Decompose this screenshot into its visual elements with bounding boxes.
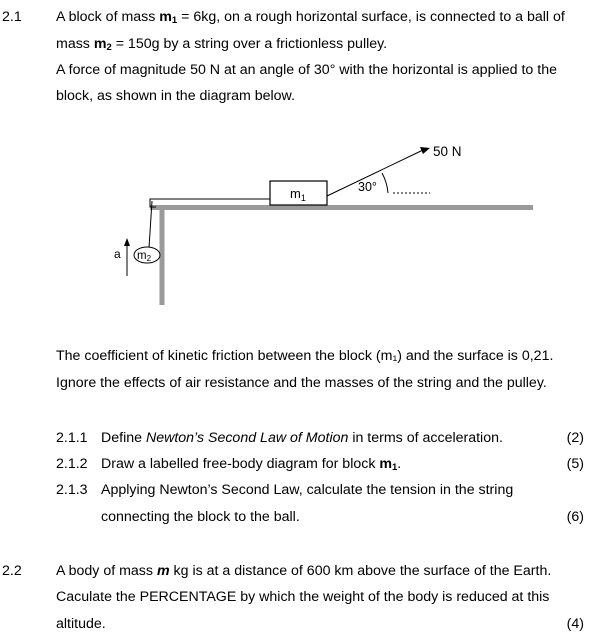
question-number: 2.2 [2, 563, 22, 579]
acceleration-label: a [114, 247, 121, 261]
question-text-line: altitude. [56, 616, 106, 632]
force-arrowhead [420, 147, 430, 154]
mass-symbol: $m_2$ [93, 36, 112, 53]
question-text-line: block, as shown in the diagram below. [56, 88, 295, 104]
friction-text-line: Ignore the effects of air resistance and the masses of the string and the pulley. [56, 375, 547, 391]
question-text-line: mass $m_2 = 150g$ by a string over a frictionless pulley. [56, 36, 388, 53]
question-text-line: A force of magnitude 50 N at an angle of 30° with the horizontal is applied to the [56, 62, 557, 78]
subquestion-number: 2.1.3 [56, 482, 88, 498]
angle-label: 30° [358, 180, 377, 194]
marks: (5) [566, 456, 584, 472]
acceleration-arrowhead [124, 238, 130, 246]
subquestion-text: connecting the block to the ball. [101, 509, 300, 525]
marks: (2) [566, 430, 584, 446]
ball-label: m2 [137, 250, 152, 263]
subquestion-number: 2.1.1 [56, 430, 88, 446]
question-text-line: A block of mass $m_1 = 6kg$, on a rough horizontal surface, is connected to a ball of [56, 9, 565, 26]
subquestion-text: Draw a labelled free-body diagram for block $m_1$. [101, 456, 402, 473]
subquestion-text: Applying Newton’s Second Law, calculate the tension in the string [101, 482, 514, 498]
marks: (6) [566, 509, 584, 525]
marks: (4) [566, 616, 584, 632]
mass-symbol: $m_1$ [159, 9, 178, 26]
angle-arc [382, 173, 388, 193]
subquestion-number: 2.1.2 [56, 456, 88, 472]
question-text-line: Caculate the PERCENTAGE by which the weight of the body is reduced at this [56, 589, 550, 605]
question-number: 2.1 [2, 9, 22, 25]
friction-text-line: The coefficient of kinetic friction between the block (m₁) and the surface is 0,21. [56, 348, 554, 364]
question-text-line: A body of mass m kg is at a distance of 600 km above the surface of the Earth. [56, 563, 552, 579]
subquestion-text: Define Newton’s Second Law of Motion in terms of acceleration. [101, 430, 503, 446]
force-label: 50 N [433, 144, 462, 159]
block-label: $m_1$ [290, 186, 306, 203]
